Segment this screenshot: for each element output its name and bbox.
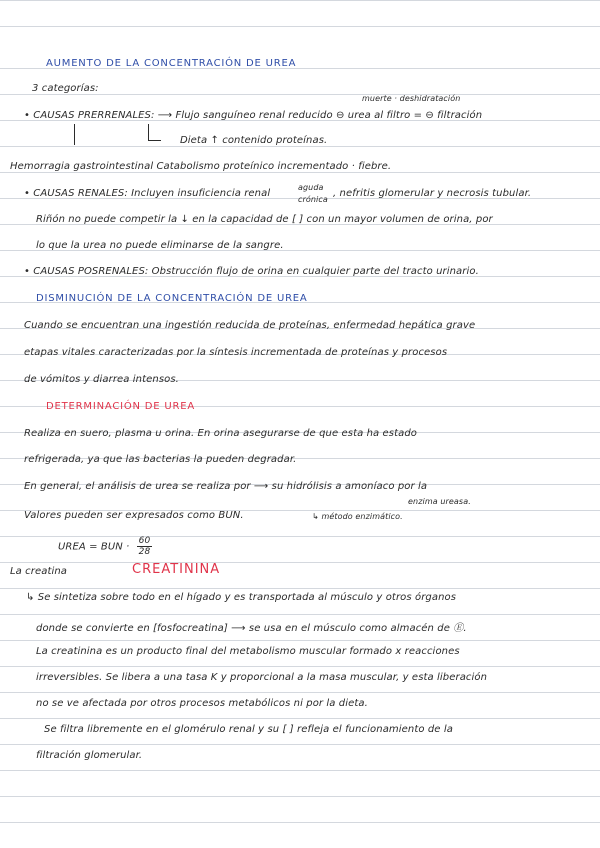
note-line-hemorragia: Hemorragia gastrointestinal Catabolismo proteínico incrementado · fiebre. xyxy=(10,161,392,172)
note-line-renales-b: , nefritis glomerular y necrosis tubular. xyxy=(333,188,532,199)
heading-creatinina: CREATININA xyxy=(132,562,221,577)
formula-denominator: 28 xyxy=(138,547,151,557)
note-line-creatinina-7: filtración glomerular. xyxy=(36,750,143,761)
note-line-determinacion-3: En general, el análisis de urea se realiza por ⟶ su hidrólisis a amoníaco por la xyxy=(24,481,428,492)
note-line-sangre: lo que la urea no puede eliminarse de la sangre. xyxy=(36,240,284,251)
note-enzima-ureasa: enzima ureasa. xyxy=(408,497,471,506)
heading-disminucion-urea: DISMINUCIÓN DE LA CONCENTRACIÓN DE UREA xyxy=(36,293,308,304)
note-line-determinacion-1: Realiza en suero, plasma u orina. En orina asegurarse de que esta ha estado xyxy=(24,428,418,439)
note-line-prerrenales: • CAUSAS PRERRENALES: ⟶ Flujo sanguíneo renal reducido ⊖ urea al filtro = ⊖ filtración xyxy=(24,110,483,121)
note-line-disminucion-1: Cuando se encuentran una ingestión reducida de proteínas, enfermedad hepática grave xyxy=(24,320,476,331)
heading-determinacion-urea: DETERMINACIÓN DE UREA xyxy=(46,401,196,412)
note-line-rinon: Riñón no puede competir la ↓ en la capacidad de [ ] con un mayor volumen de orina, por xyxy=(36,214,493,225)
note-line-renales: • CAUSAS RENALES: Incluyen insuficiencia renal xyxy=(24,188,271,199)
note-metodo-enzimatico: ↳ método enzimático. xyxy=(312,512,403,521)
note-line-determinacion-2: refrigerada, ya que las bacterias la pueden degradar. xyxy=(24,454,297,465)
note-line-categorias: 3 categorías: xyxy=(32,83,99,94)
note-line-creatinina-3: La creatinina es un producto final del metabolismo muscular formado x reacciones xyxy=(36,646,460,657)
note-line-disminucion-2: etapas vitales caracterizadas por la síntesis incrementada de proteínas y procesos xyxy=(24,347,448,358)
note-line-creatinina-6: Se filtra libremente en el glomérulo renal y su [ ] refleja el funcionamiento de la xyxy=(44,724,453,735)
note-line-creatinina-4: irreversibles. Se libera a una tasa K y proporcional a la masa muscular, y esta liberación xyxy=(36,672,488,683)
note-line-creatinina-5: no se ve afectada por otros procesos metabólicos ni por la dieta. xyxy=(36,698,368,709)
formula-fraction xyxy=(137,536,153,557)
note-line-disminucion-3: de vómitos y diarrea intensos. xyxy=(24,374,179,385)
note-annotation-muerte: muerte · deshidratación xyxy=(362,94,461,103)
note-creatina-label: La creatina xyxy=(10,566,68,577)
heading-aumento-urea: AUMENTO DE LA CONCENTRACIÓN DE UREA xyxy=(46,58,297,69)
note-cronica: crónica xyxy=(298,195,328,204)
bracket-mark-right xyxy=(148,124,161,141)
formula-left: UREA = BUN · xyxy=(58,541,130,553)
note-line-posrenales: • CAUSAS POSRENALES: Obstrucción flujo de orina en cualquier parte del tracto urinario. xyxy=(24,266,479,277)
bracket-mark-left xyxy=(74,124,75,145)
formula-numerator: 60 xyxy=(138,536,151,546)
formula-urea-bun xyxy=(58,536,152,557)
note-aguda: aguda xyxy=(298,183,324,192)
note-line-creatinina-2: donde se convierte en [fosfocreatina] ⟶ se usa en el músculo como almacén de Ⓔ. xyxy=(36,623,467,634)
note-line-creatinina-1: ↳ Se sintetiza sobre todo en el hígado y es transportada al músculo y otros órganos xyxy=(26,592,457,603)
note-line-valores: Valores pueden ser expresados como BUN. xyxy=(24,510,244,521)
note-line-dieta: Dieta ↑ contenido proteínas. xyxy=(180,135,328,146)
